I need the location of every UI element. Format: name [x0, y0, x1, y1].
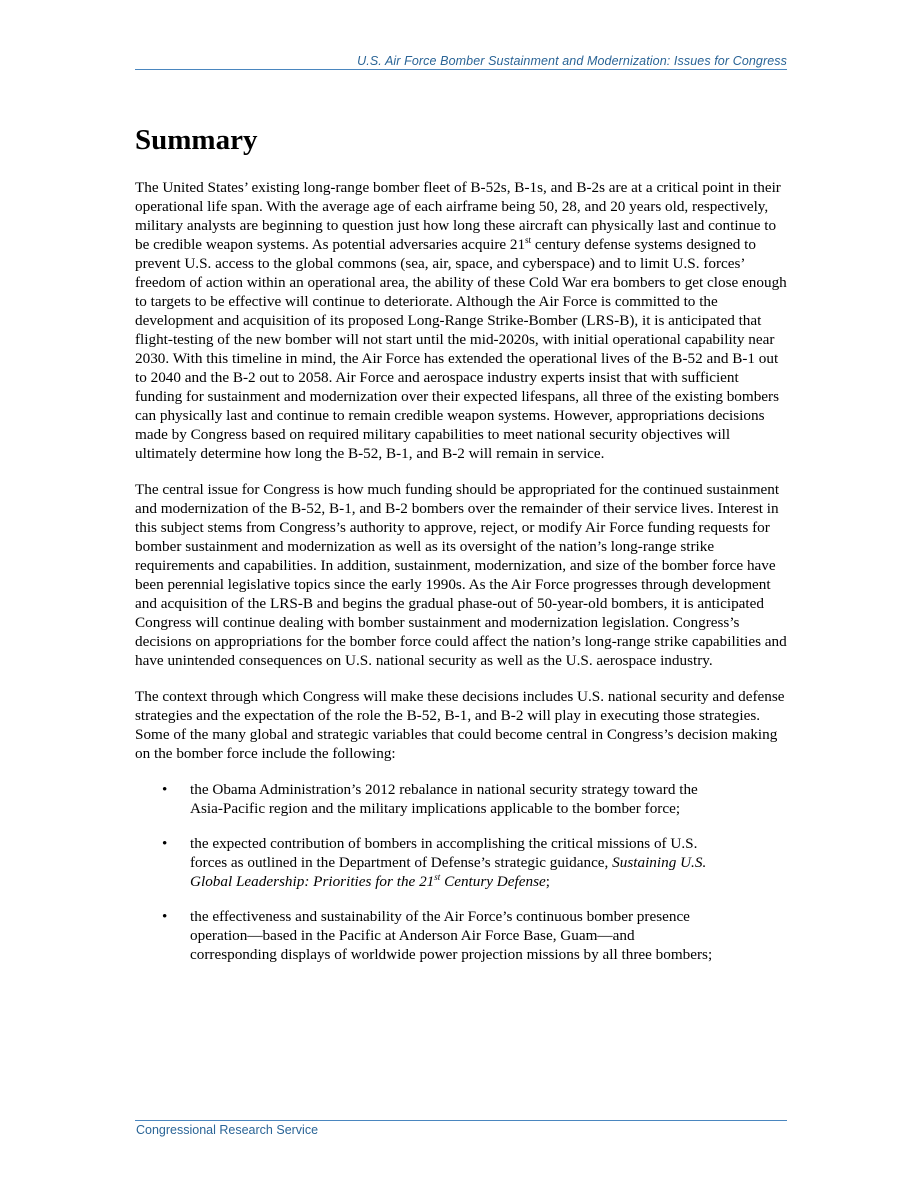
superscript: st [434, 871, 441, 882]
bullet-icon: • [162, 781, 168, 798]
bullet-icon: • [162, 908, 168, 925]
list-item-text: ; [545, 873, 550, 890]
list-item-text: the expected contribution of bombers in accomplishing the critical missions of U.S. forces as outlined in the Department of Defense’s strategic guidance, [190, 835, 698, 871]
list-item-text: the effectiveness and sustainability of the Air Force’s continuous bomber presence operation—based in the Pacific at Anderson Air Force Base, Guam—and corresponding displays of worldwide power projection missions by all three bombers; [190, 908, 713, 963]
page-title: Summary [135, 124, 258, 156]
footer-divider [135, 1120, 787, 1121]
bullet-icon: • [162, 835, 168, 852]
document-body [135, 178, 787, 980]
summary-paragraph-2: The central issue for Congress is how much funding should be appropriated for the continued sustainment and modernization of the B-52, B-1, and B-2 bombers over the remainder of their service lives. Interest in this subject stems from Congress’s authority to approve, reject, or modify Air Force funding requests for bomber sustainment and modernization as well as its oversight of the nation’s long-range strike requirements and capabilities. In addition, sustainment, modernization, and size of the bomber force have been perennial legislative topics since the early 1990s. As the Air Force progresses through development and acquisition of the LRS-B and begins the gradual phase-out of 50-year-old bombers, it is anticipated Congress will continue dealing with bomber sustainment and modernization legislation. Congress’s decisions on appropriations for the bomber force could affect the nation’s long-range strike capabilities and have unintended consequences on U.S. national security as well as the U.S. aerospace industry. [135, 481, 787, 669]
list-item [135, 907, 720, 964]
citation-text: Century Defense [440, 873, 546, 890]
superscript: st [525, 234, 532, 245]
list-item-text: the Obama Administration’s 2012 rebalance in national security strategy toward the Asia-Pacific region and the military implications applicable to the bomber force; [190, 781, 698, 817]
summary-paragraph-1 [135, 178, 787, 463]
list-item [135, 834, 720, 891]
paragraph-text: century defense systems designed to prevent U.S. access to the global commons (sea, air, space, and cyberspace) and to limit U.S. forces’ freedom of action within an operational area, the ability of these Cold War era bombers to get close enough to targets to be effective will continue to deteriorate. Although the Air Force is committed to the development and acquisition of its proposed Long-Range Strike-Bomber (LRS-B), it is anticipated that flight-testing of the new bomber will not start until the mid-2020s, with initial operational capability near 2030. With this timeline in mind, the Air Force has extended the operational lives of the B-52 and B-1 out to 2040 and the B-2 out to 2058. Air Force and aerospace industry experts insist that with sufficient funding for sustainment and modernization over their expected lifespans, all three of the existing bombers can physically last and continue to remain credible weapon systems. However, appropriations decisions made by Congress based on required military capabilities to meet national security objectives will ultimately determine how long the B-52, B-1, and B-2 will remain in service. [135, 236, 787, 462]
footer-organization: Congressional Research Service [136, 1123, 319, 1137]
variables-list [135, 780, 787, 964]
summary-paragraph-3: The context through which Congress will make these decisions includes U.S. national security and defense strategies and the expectation of the role the B-52, B-1, and B-2 will play in executing those strategies. Some of the many global and strategic variables that could become central in Congress’s decision making on the bomber force include the following: [135, 688, 785, 762]
citation-text: Sustaining U.S. Global Leadership: Priorities for the 21 [190, 854, 707, 890]
running-header: U.S. Air Force Bomber Sustainment and Modernization: Issues for Congress [357, 54, 787, 68]
list-item [135, 780, 720, 818]
header-divider [135, 69, 787, 70]
paragraph-text: The United States’ existing long-range bomber fleet of B-52s, B-1s, and B-2s are at a critical point in their operational life span. With the average age of each airframe being 50, 28, and 20 years old, respectively, military analysts are beginning to question just how long these aircraft can physically last and continue to be credible weapon systems. As potential adversaries acquire 21 [135, 179, 781, 253]
